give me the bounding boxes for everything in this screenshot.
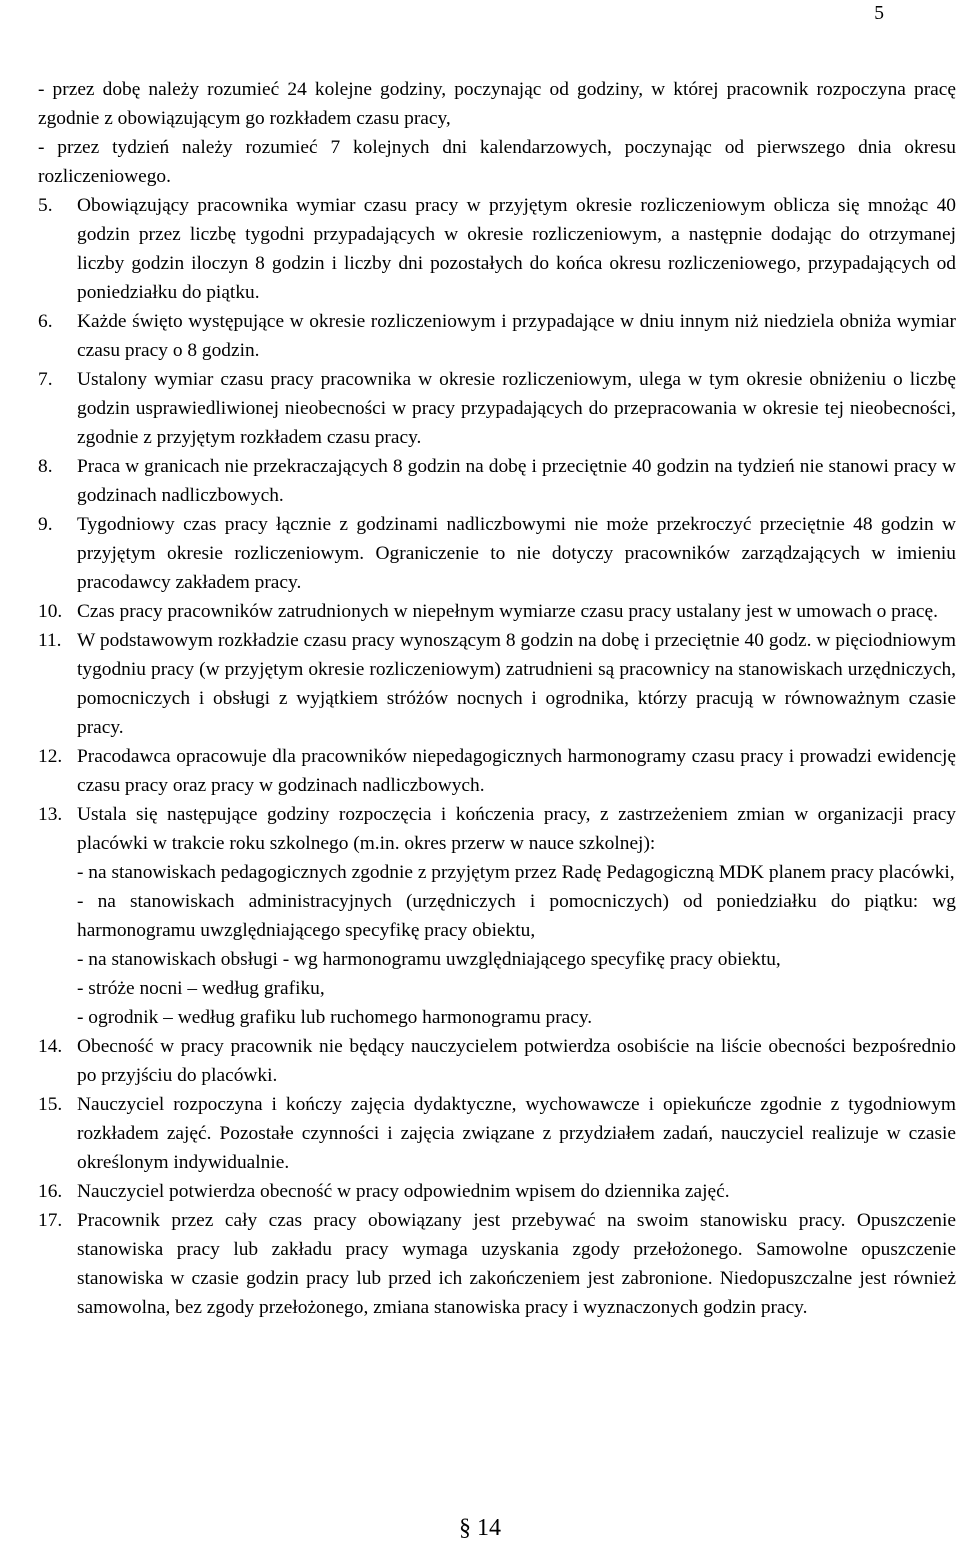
list-item [38,365,956,452]
item-text: Ustalony wymiar czasu pracy pracownika w okresie rozliczeniowym, ulega w tym okresie obniżeniu o liczbę godzin usprawiedliwionej nieobecności w pracy przypadających do przepracowania w okresie tej nieobecności, zgodnie z przyjętym rozkładem czasu pracy. [77,369,956,448]
item-number: 12. [38,746,63,767]
item-number: 15. [38,1094,63,1115]
intro-paragraph: - przez tydzień należy rozumieć 7 kolejnych dni kalendarzowych, poczynając od pierwszego dnia okresu rozliczeniowego. [38,137,956,187]
item-text: Pracodawca opracowuje dla pracowników niepedagogicznych harmonogramy czasu pracy i prowadzi ewidencję czasu pracy oraz pracy w godzinach nadliczbowych. [77,746,956,796]
item-text: Nauczyciel rozpoczyna i kończy zajęcia dydaktyczne, wychowawcze i opiekuńcze zgodnie z tygodniowym rozkładem zajęć. Pozostałe czynności i zajęcia związane z przydziałem zadań, nauczyciel realizuje w czasie określonym indywidualnie. [77,1094,956,1173]
page-number: 5 [874,3,884,24]
sub-item: - na stanowiskach obsługi - wg harmonogramu uwzględniającego specyfikę pracy obiektu, [77,949,781,970]
item-content [77,800,956,1032]
list-item [38,626,956,742]
item-text: Każde święto występujące w okresie rozliczeniowym i przypadające w dniu innym niż niedziela obniża wymiar czasu pracy o 8 godzin. [77,311,956,361]
sub-item: - na stanowiskach pedagogicznych zgodnie z przyjętym przez Radę Pedagogiczną MDK planem pracy placówki, [77,862,955,883]
item-text: W podstawowym rozkładzie czasu pracy wynoszącym 8 godzin na dobę i przeciętnie 40 godz. w pięciodniowym tygodniu pracy (w przyjętym okresie rozliczeniowym) zatrudnieni są pracownicy na stanowiskach urzędniczych, pomocniczych i obsługi z wyjątkiem stróżów nocnych i ogrodnika, którzy pracują w równoważnym czasie pracy. [77,630,956,738]
list-item [38,597,956,626]
list-item [38,191,956,307]
item-text: Czas pracy pracowników zatrudnionych w niepełnym wymiarze czasu pracy ustalany jest w umowach o pracę. [77,601,938,622]
item-number: 17. [38,1210,63,1231]
item-text: Obowiązujący pracownika wymiar czasu pracy w przyjętym okresie rozliczeniowym oblicza się mnożąc 40 godzin przez liczbę tygodni przypadających w okresie rozliczeniowym, a następnie dodając do otrzymanej liczby godzin iloczyn 8 godzin i liczby dni pozostałych do końca okresu rozliczeniowego, przypadających od poniedziałku do piątku. [77,195,956,303]
list-item [38,1032,956,1090]
item-text: Praca w granicach nie przekraczających 8 godzin na dobę i przeciętnie 40 godzin na tydzień nie stanowi pracy w godzinach nadliczbowych. [77,456,956,506]
list-item [38,510,956,597]
item-text: Ustala się następujące godziny rozpoczęcia i kończenia pracy, z zastrzeżeniem zmian w organizacji pracy placówki w trakcie roku szkolnego (m.in. okres przerw w nauce szkolnej): [77,804,956,854]
list-item [38,800,956,1032]
list-item [38,1177,956,1206]
item-text: Pracownik przez cały czas pracy obowiązany jest przebywać na swoim stanowisku pracy. Opuszczenie stanowiska pracy lub zakładu pracy wymaga uzyskania zgody przełożonego. Samowolne opuszczenie stanowiska w czasie godzin pracy lub przed ich zakończeniem jest zabronione. Niedopuszczalne jest również samowolna, bez zgody przełożonego, zmiana stanowiska pracy i wyznaczonych godzin pracy. [77,1210,956,1318]
item-number: 5. [38,195,53,216]
item-number: 9. [38,514,53,535]
item-number: 8. [38,456,53,477]
document-body [38,75,956,1322]
sub-item: - ogrodnik – według grafiku lub ruchomego harmonogramu pracy. [77,1007,593,1028]
item-text: Obecność w pracy pracownik nie będący nauczycielem potwierdza osobiście na liście obecności bezpośrednio po przyjściu do placówki. [77,1036,956,1086]
sub-item: - stróże nocni – według grafiku, [77,978,325,999]
list-item [38,452,956,510]
item-number: 10. [38,601,63,622]
list-item [38,742,956,800]
item-number: 14. [38,1036,63,1057]
list-item [38,1206,956,1322]
item-number: 6. [38,311,53,332]
item-number: 16. [38,1181,63,1202]
sub-item: - na stanowiskach administracyjnych (urzędniczych i pomocniczych) od poniedziałku do piątku: wg harmonogramu uwzględniającego specyfikę pracy obiektu, [77,891,956,941]
item-number: 7. [38,369,53,390]
intro-paragraph: - przez dobę należy rozumieć 24 kolejne godziny, poczynając od godziny, w której pracownik rozpoczyna pracę zgodnie z obowiązującym go rozkładem czasu pracy, [38,79,956,129]
list-item [38,307,956,365]
item-text: Tygodniowy czas pracy łącznie z godzinami nadliczbowymi nie może przekroczyć przeciętnie 48 godzin w przyjętym okresie rozliczeniowym. Ograniczenie to nie dotyczy pracowników zarządzających w imieniu pracodawcy zakładem pracy. [77,514,956,593]
section-heading: § 14 [459,1515,501,1541]
list-item [38,1090,956,1177]
item-text: Nauczyciel potwierdza obecność w pracy odpowiednim wpisem do dziennika zajęć. [77,1181,730,1202]
item-number: 13. [38,804,63,825]
item-number: 11. [38,630,62,651]
